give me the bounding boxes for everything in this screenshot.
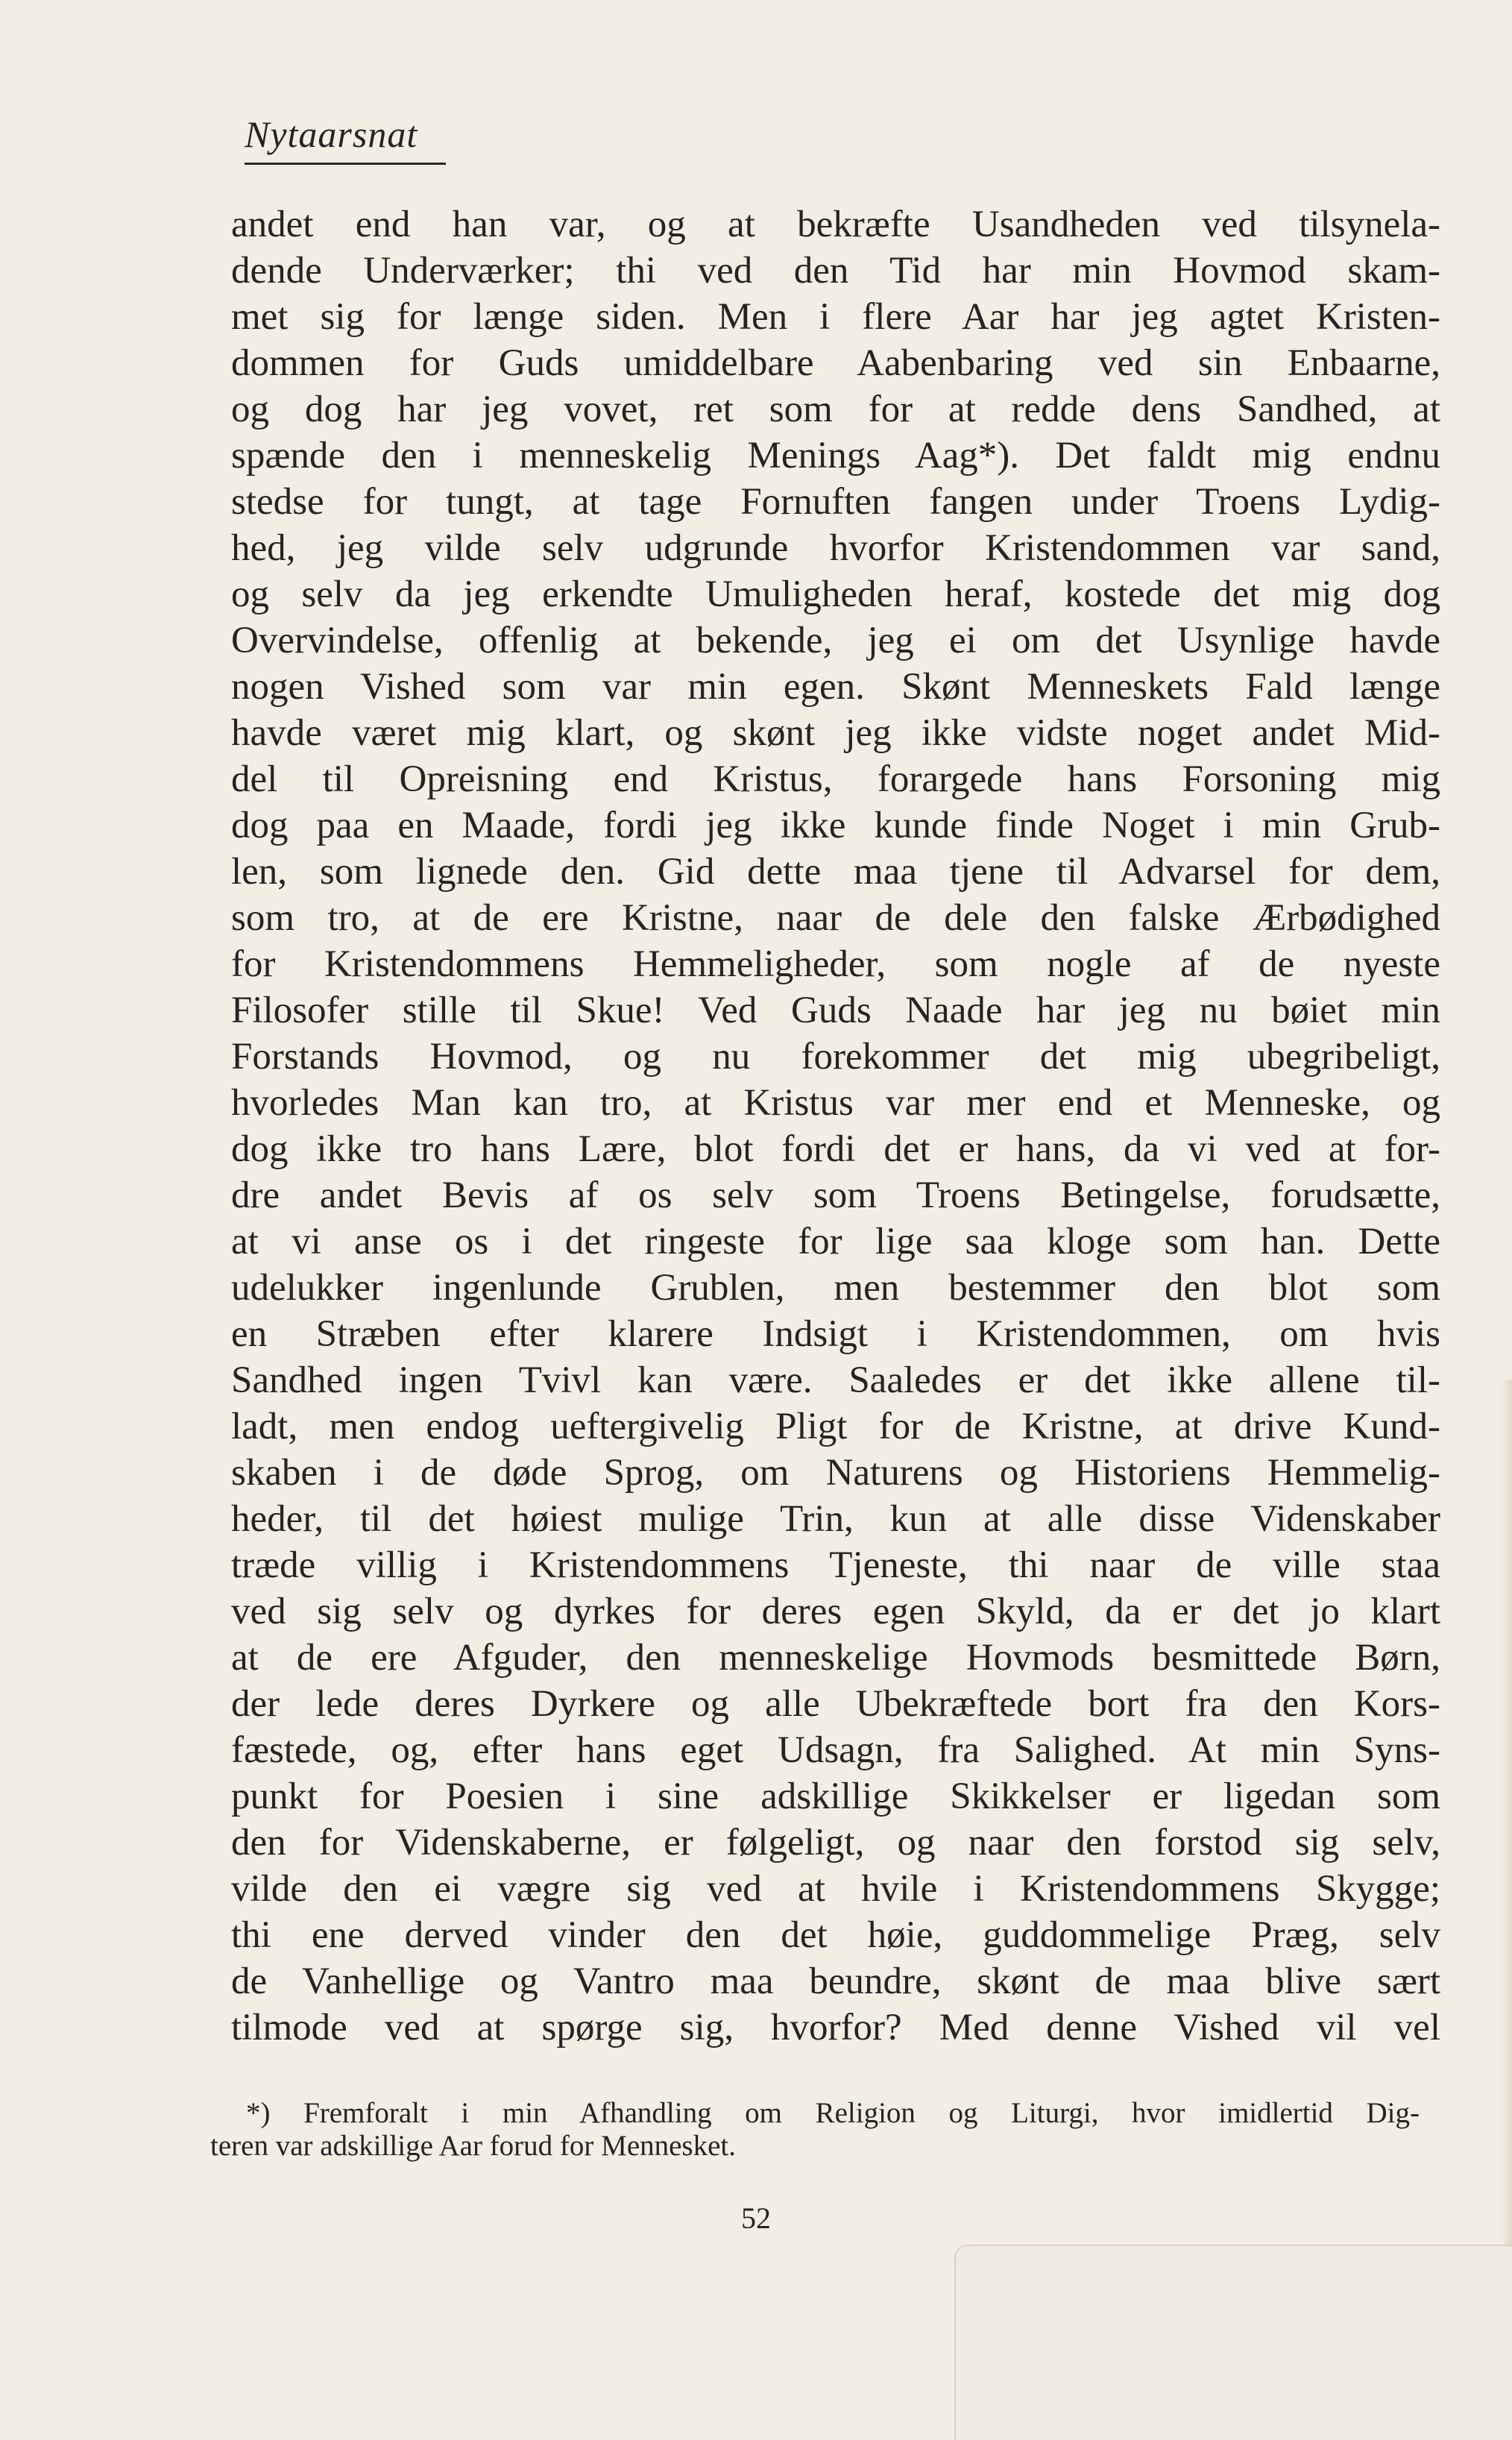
text-line: som tro, at de ere Kristne, naar de dele den falske Ærbødighed <box>231 897 1440 939</box>
body-text <box>231 201 1440 2051</box>
text-line: dog ikke tro hans Lære, blot fordi det er hans, da vi ved at for- <box>231 1128 1440 1170</box>
footnote-line: *) Fremforalt i min Afhandling om Religion og Liturgi, hvor imidlertid Dig- <box>246 2097 1420 2129</box>
text-line: fæstede, og, efter hans eget Udsagn, fra Salighed. At min Syns- <box>231 1729 1440 1771</box>
text-line: Filosofer stille til Skue! Ved Guds Naade har jeg nu bøiet min <box>231 990 1440 1031</box>
text-line: hed, jeg vilde selv udgrunde hvorfor Kristendommen var sand, <box>231 527 1440 569</box>
text-line: tilmode ved at spørge sig, hvorfor? Med denne Vished vil vel <box>231 2007 1440 2048</box>
text-line: og dog har jeg vovet, ret som for at redde dens Sandhed, at <box>231 389 1440 430</box>
text-line: en Stræben efter klarere Indsigt i Kristendommen, om hvis <box>231 1313 1440 1355</box>
text-line: dre andet Bevis af os selv som Troens Betingelse, forudsætte, <box>231 1175 1440 1216</box>
text-line: thi ene derved vinder den det høie, guddommelige Præg, selv <box>231 1914 1440 1956</box>
text-line: Sandhed ingen Tvivl kan være. Saaledes er det ikke allene til- <box>231 1359 1440 1401</box>
text-line: at vi anse os i det ringeste for lige saa kloge som han. Dette <box>231 1221 1440 1263</box>
text-line: spænde den i menneskelig Menings Aag*). Det faldt mig endnu <box>231 435 1440 477</box>
text-line: vilde den ei vægre sig ved at hvile i Kristendommens Skygge; <box>231 1868 1440 1910</box>
footnote <box>210 2097 1420 2163</box>
page-edge-bottom <box>954 2245 1512 2440</box>
running-head-rule <box>245 163 446 165</box>
page-number: 52 <box>741 2201 771 2235</box>
footnote-line: teren var adskillige Aar forud for Mennesket. <box>210 2130 737 2162</box>
running-head: Nytaarsnat <box>245 113 418 155</box>
text-line: dommen for Guds umiddelbare Aabenbaring ved sin Enbaarne, <box>231 342 1440 384</box>
text-line: skaben i de døde Sprog, om Naturens og Historiens Hemmelig- <box>231 1452 1440 1494</box>
text-line: punkt for Poesien i sine adskillige Skikkelser er ligedan som <box>231 1776 1440 1817</box>
text-line: dog paa en Maade, fordi jeg ikke kunde finde Noget i min Grub- <box>231 805 1440 846</box>
text-line: dende Underværker; thi ved den Tid har min Hovmod skam- <box>231 250 1440 292</box>
text-line: stedse for tungt, at tage Fornuften fangen under Troens Lydig- <box>231 481 1440 523</box>
text-line: ved sig selv og dyrkes for deres egen Skyld, da er det jo klart <box>231 1591 1440 1632</box>
text-line: del til Opreisning end Kristus, forargede hans Forsoning mig <box>231 758 1440 800</box>
text-line: heder, til det høiest mulige Trin, kun at alle disse Videnskaber <box>231 1498 1440 1540</box>
text-line: andet end han var, og at bekræfte Usandheden ved tilsynela- <box>231 204 1440 245</box>
text-line: Overvindelse, offenlig at bekende, jeg ei om det Usynlige havde <box>231 620 1440 661</box>
text-line: og selv da jeg erkendte Umuligheden heraf, kostede det mig dog <box>231 573 1440 615</box>
text-line: at de ere Afguder, den menneskelige Hovmods besmittede Børn, <box>231 1637 1440 1679</box>
text-line: for Kristendommens Hemmeligheder, som nogle af de nyeste <box>231 943 1440 985</box>
text-line: nogen Vished som var min egen. Skønt Menneskets Fald længe <box>231 666 1440 708</box>
text-line: der lede deres Dyrkere og alle Ubekræftede bort fra den Kors- <box>231 1683 1440 1725</box>
text-line: len, som lignede den. Gid dette maa tjene til Advarsel for dem, <box>231 851 1440 893</box>
text-line: hvorledes Man kan tro, at Kristus var mer end et Menneske, og <box>231 1082 1440 1124</box>
text-line: den for Videnskaberne, er følgeligt, og naar den forstod sig selv, <box>231 1822 1440 1864</box>
text-line: met sig for længe siden. Men i flere Aar har jeg agtet Kristen- <box>231 296 1440 338</box>
text-line: Forstands Hovmod, og nu forekommer det mig ubegribeligt, <box>231 1036 1440 1078</box>
text-line: havde været mig klart, og skønt jeg ikke vidste noget andet Mid- <box>231 712 1440 754</box>
text-line: de Vanhellige og Vantro maa beundre, skønt de maa blive sært <box>231 1961 1440 2002</box>
text-line: ladt, men endog ueftergivelig Pligt for de Kristne, at drive Kund- <box>231 1406 1440 1447</box>
text-line: udelukker ingenlunde Grublen, men bestemmer den blot som <box>231 1267 1440 1309</box>
text-line: træde villig i Kristendommens Tjeneste, thi naar de ville staa <box>231 1544 1440 1586</box>
